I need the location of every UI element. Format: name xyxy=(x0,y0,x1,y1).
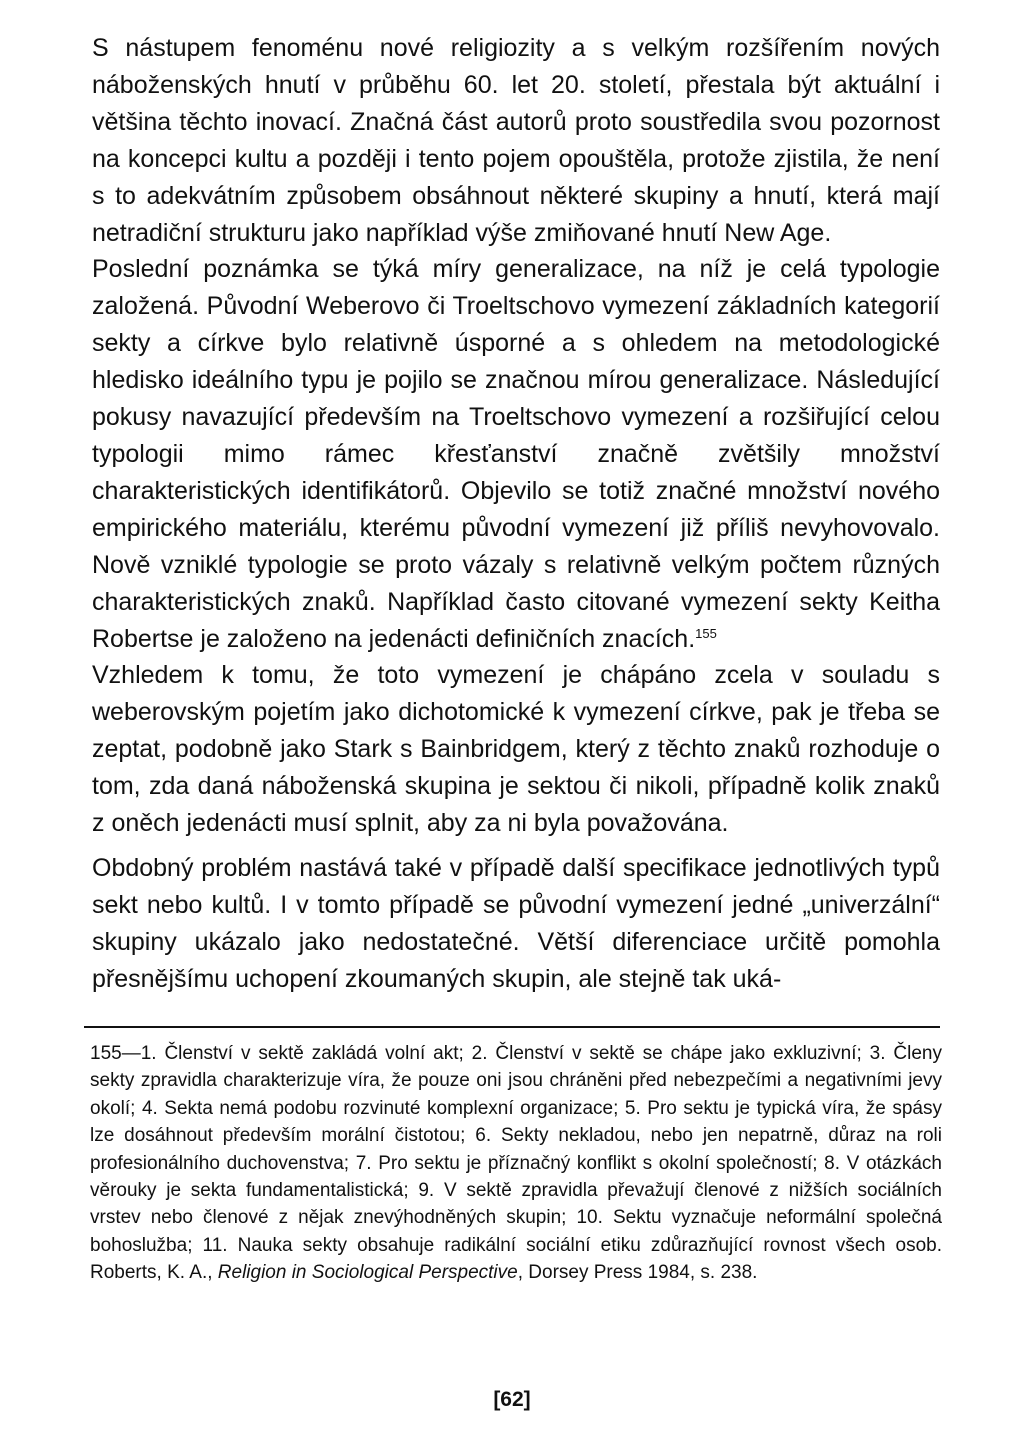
footnote-marker[interactable]: 155 xyxy=(695,625,717,641)
footnote-block xyxy=(90,1040,942,1287)
footnote-book-title: Religion in Sociological Perspective xyxy=(217,1262,518,1284)
page-number: [62] xyxy=(493,1388,531,1411)
main-text-block xyxy=(92,30,940,998)
body-paragraph-2 xyxy=(92,251,940,657)
body-paragraph-4: Obdobný problém nastává také v případě další specifikace jednotlivých typů sekt nebo kultů. I v tomto případě se původní vymezení jedné „univerzální“ skupiny ukázalo jako nedostatečné. Větší diferenciace určitě pomohla přesnějšímu uchopení zkoumaných skupin, ale stejně tak uká- xyxy=(92,853,940,993)
footnote-155 xyxy=(90,1040,942,1287)
footnote-divider xyxy=(84,1026,940,1028)
body-paragraph-2-text: Poslední poznámka se týká míry generalizace, na níž je celá typologie založená. Původní Weberovo či Troeltschovo vymezení základních kategorií sekty a církve bylo relativně úsporné a s ohledem na metodologické hledisko ideálního typu je pojilo se značnou mírou generalizace. Následující pokusy navazující především na Troeltschovo vymezení a rozšiřující celou typologii mimo rámec křesťanství značně zvětšily množství charakteristických identifikátorů. Objevilo se totiž značné množství nového empirického materiálu, kterému původní vymezení již příliš nevyhovovalo. Nově vzniklé typologie se proto vázaly s relativně velkým počtem různých charakteristických znaků. Například často citované vymezení sekty Keitha Robertse je založeno na jedenácti definičních znacích. xyxy=(92,255,940,653)
body-paragraph-1: S nástupem fenoménu nové religiozity a s velkým rozšířením nových náboženských hnutí v průběhu 60. let 20. století, přestala být aktuální i většina těchto inovací. Značná část autorů proto soustředila svou pozornost na koncepci kultu a později i tento pojem opouštěla, protože zjistila, že není s to adekvátním způsobem obsáhnout některé skupiny a hnutí, která mají netradiční strukturu jako například výše zmiňované hnutí New Age. xyxy=(92,34,940,247)
footnote-text: 1. Členství v sektě zakládá volní akt; 2. Členství v sektě se chápe jako exkluzivní; 3. Členy sekty zpravidla charakterizuje víra, že pouze oni jsou chráněni před nebezpečími a negativními jevy okolí; 4. Sekta nemá podobu rozvinuté komplexní organizace; 5. Pro sektu je typická víra, že spásy lze dosáhnout především morální čistotou; 6. Sekty nekladou, nebo jen nepatrně, důraz na roli profesionálního duchovenstva; 7. Pro sektu je příznačný konflikt s okolní společností; 8. V otázkách věrouky je sekta fundamentalistická; 9. V sektě zpravidla převažují členové z nižších sociálních vrstev nebo členové z nějak znevýhodněných skupin; 10. Sektu vyznačuje neformální společná bohoslužba; 11. Nauka sekty obsahuje radikální sociální etiku zdůrazňující rovnost všech osob. Roberts, K. A., xyxy=(90,1043,942,1284)
footnote-text-end: , Dorsey Press 1984, s. 238. xyxy=(517,1262,758,1284)
footnote-number: 155 xyxy=(90,1043,122,1064)
body-paragraph-3: Vzhledem k tomu, že toto vymezení je chápáno zcela v souladu s weberovským pojetím jako dichotomické k vymezení církve, pak je třeba se zeptat, podobně jako Stark s Bainbridgem, který z těchto znaků rozhoduje o tom, zda daná náboženská skupina je sektou či nikoli, případně kolik znaků z oněch jedenácti musí splnit, aby za ni byla považována. xyxy=(92,661,940,838)
footnote-dash: — xyxy=(121,1043,141,1064)
